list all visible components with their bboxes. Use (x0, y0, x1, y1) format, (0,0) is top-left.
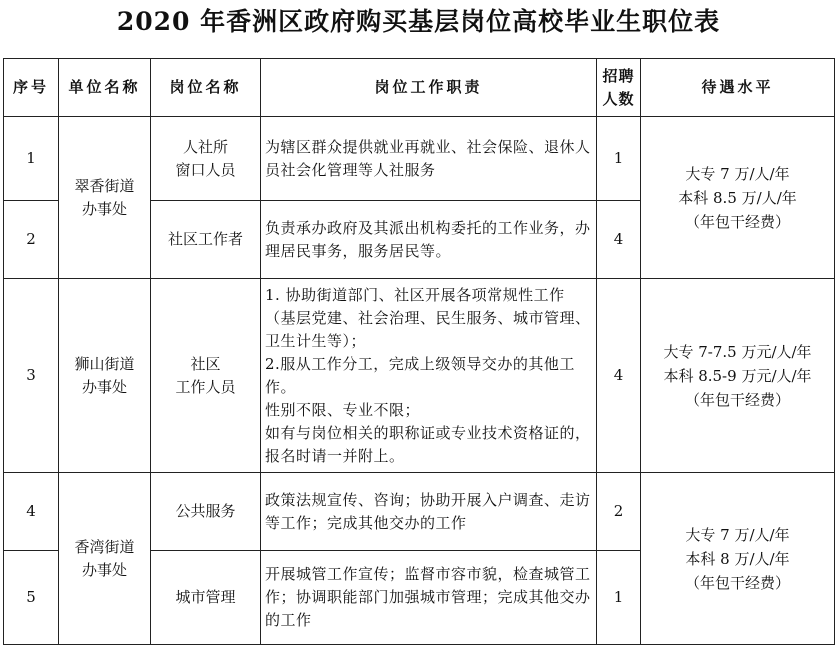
cell-position: 人社所 窗口人员 (151, 117, 261, 201)
cell-unit: 翠香街道 办事处 (59, 117, 151, 279)
header-pay: 待遇水平 (641, 59, 835, 117)
cell-count: 4 (597, 201, 641, 279)
cell-pay: 大专 7 万/人/年 本科 8.5 万/人/年 （年包干经费） (641, 117, 835, 279)
cell-duty: 开展城管工作宣传；监督市容市貌，检查城管工作；协调职能部门加强城市管理；完成其他交办的工作 (261, 551, 597, 645)
cell-duty: 为辖区群众提供就业再就业、社会保险、退休人员社会化管理等人社服务 (261, 117, 597, 201)
cell-seq: 1 (4, 117, 59, 201)
cell-count: 1 (597, 117, 641, 201)
cell-seq: 2 (4, 201, 59, 279)
cell-position: 城市管理 (151, 551, 261, 645)
table-header-row (4, 59, 835, 117)
cell-unit: 狮山街道 办事处 (59, 279, 151, 473)
cell-seq: 4 (4, 473, 59, 551)
header-count: 招聘 人数 (597, 59, 641, 117)
cell-seq: 3 (4, 279, 59, 473)
cell-duty: 1. 协助街道部门、社区开展各项常规性工作（基层党建、社会治理、民生服务、城市管理、卫生计生等）； 2.服从工作分工，完成上级领导交办的其他工作。 性别不限、专业不限； 如有与岗位相关的职称证或专业技术资格证的，报名时请一并附上。 (261, 279, 597, 473)
cell-position: 社区 工作人员 (151, 279, 261, 473)
table-row (4, 473, 835, 551)
cell-seq: 5 (4, 551, 59, 645)
header-position: 岗位名称 (151, 59, 261, 117)
cell-pay: 大专 7-7.5 万元/人/年 本科 8.5-9 万元/人/年 （年包干经费） (641, 279, 835, 473)
cell-position: 社区工作者 (151, 201, 261, 279)
cell-count: 4 (597, 279, 641, 473)
cell-count: 2 (597, 473, 641, 551)
header-duty: 岗位工作职责 (261, 59, 597, 117)
header-unit: 单位名称 (59, 59, 151, 117)
cell-duty: 负责承办政府及其派出机构委托的工作业务，办理居民事务，服务居民等。 (261, 201, 597, 279)
table-row (4, 279, 835, 473)
cell-count: 1 (597, 551, 641, 645)
page-title: 2020 年香洲区政府购买基层岗位高校毕业生职位表 (116, 7, 721, 36)
header-seq: 序号 (4, 59, 59, 117)
cell-duty: 政策法规宣传、咨询；协助开展入户调查、走访等工作；完成其他交办的工作 (261, 473, 597, 551)
cell-position: 公共服务 (151, 473, 261, 551)
positions-table (3, 58, 835, 645)
cell-unit: 香湾街道 办事处 (59, 473, 151, 645)
table-row (4, 117, 835, 201)
cell-pay: 大专 7 万/人/年 本科 8 万/人/年 （年包干经费） (641, 473, 835, 645)
